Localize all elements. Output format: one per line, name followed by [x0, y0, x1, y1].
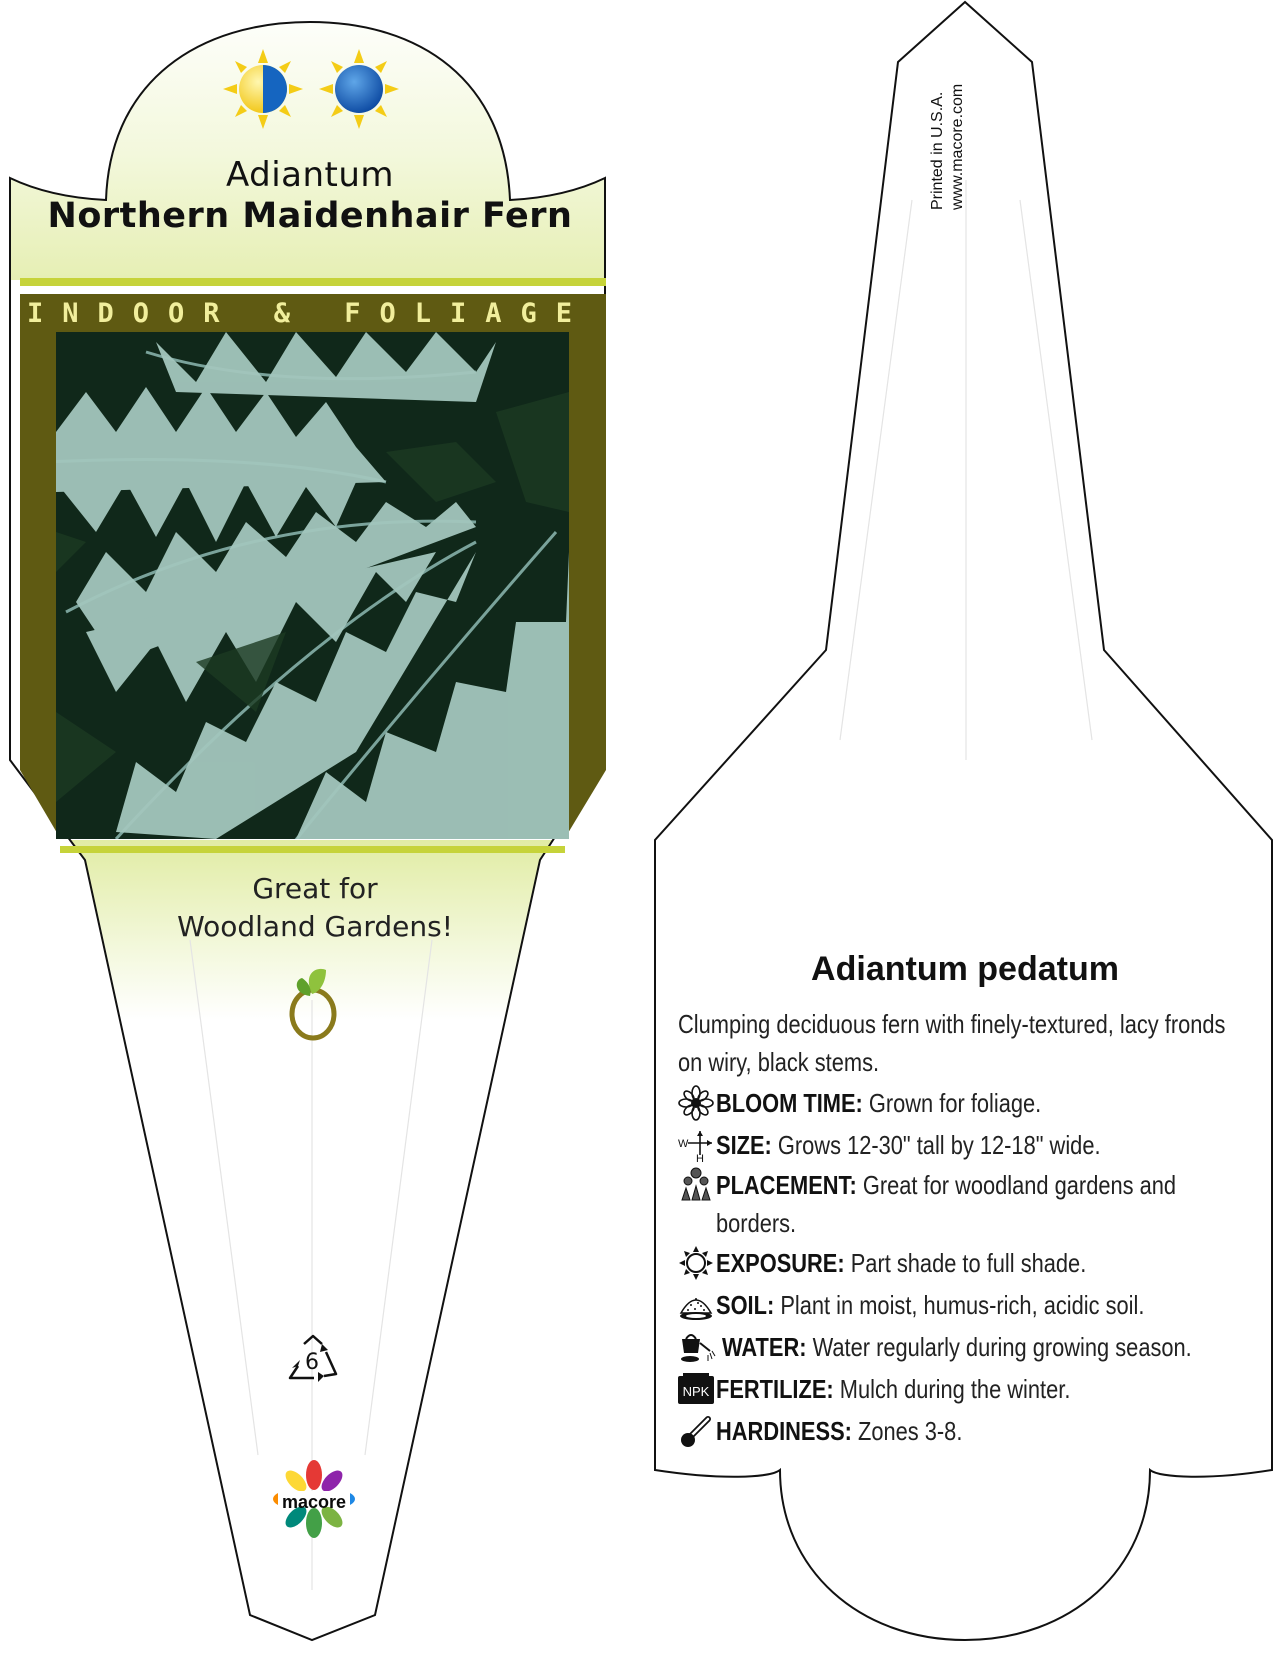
genus-name: Adiantum	[225, 155, 395, 195]
care-label: PLACEMENT:	[716, 1170, 857, 1200]
care-label: SOIL:	[716, 1289, 775, 1320]
fern-photo	[56, 332, 569, 839]
soil-icon	[676, 1287, 716, 1323]
back-fold-lines	[840, 180, 1092, 760]
care-item-placement	[642, 1166, 1276, 1242]
care-label: WATER:	[722, 1331, 807, 1362]
sun-icon	[676, 1245, 716, 1281]
care-list	[676, 1082, 1276, 1452]
npk-text: NPK	[682, 1384, 710, 1399]
watering-can-icon	[676, 1329, 716, 1365]
care-text: Part shade to full shade.	[850, 1247, 1087, 1278]
care-text: Grown for foliage.	[868, 1087, 1042, 1118]
printed-info	[928, 84, 968, 210]
care-text: Great for woodland gardens and borders.	[716, 1170, 1177, 1238]
printed-line1: Printed in U.S.A.	[929, 91, 946, 210]
lime-band-top	[20, 278, 606, 286]
category-label: INDOOR & FOLIAGE	[26, 298, 592, 329]
plant-description: Clumping deciduous fern with finely-textured, lacy fronds on wiry, black stems.	[678, 1009, 1226, 1077]
brand-name: macore	[281, 1492, 347, 1512]
tagline-line1: Great for	[252, 872, 378, 905]
care-text: Grows 12-30" tall by 12-18" wide.	[777, 1129, 1101, 1160]
flower-icon	[676, 1085, 716, 1121]
recycle-number: 6	[305, 1350, 319, 1375]
care-label: EXPOSURE:	[716, 1247, 845, 1278]
common-name: Northern Maidenhair Fern	[47, 196, 573, 236]
sprout-icon	[286, 966, 340, 1042]
size-icon-h: H	[696, 1153, 704, 1163]
size-icon-w: W	[678, 1138, 689, 1150]
care-label: FERTILIZE:	[716, 1373, 834, 1404]
tagline-line2: Woodland Gardens!	[177, 910, 453, 943]
tagline	[100, 870, 530, 946]
care-item-size	[676, 1124, 1276, 1166]
size-icon	[676, 1127, 716, 1163]
care-label: BLOOM TIME:	[716, 1087, 863, 1118]
care-item-water	[676, 1326, 1276, 1368]
care-item-exposure	[676, 1242, 1276, 1284]
printed-url: www.macore.com	[949, 83, 966, 210]
care-item-fertilize	[676, 1368, 1276, 1410]
care-text: Zones 3-8.	[857, 1415, 963, 1446]
npk-icon	[676, 1371, 716, 1407]
care-text: Mulch during the winter.	[839, 1373, 1071, 1404]
full-shade-icon	[318, 48, 400, 130]
part-sun-icon	[222, 48, 304, 130]
placement-icon	[676, 1166, 716, 1202]
care-item-bloom-time	[676, 1082, 1276, 1124]
thermometer-icon	[676, 1413, 716, 1449]
care-item-soil	[676, 1284, 1276, 1326]
lime-band-bottom	[60, 846, 565, 853]
care-label: SIZE:	[716, 1129, 772, 1160]
care-item-hardiness	[676, 1410, 1276, 1452]
scientific-name: Adiantum pedatum	[811, 950, 1119, 988]
care-text: Plant in moist, humus-rich, acidic soil.	[780, 1289, 1145, 1320]
care-label: HARDINESS:	[716, 1415, 852, 1446]
care-text: Water regularly during growing season.	[812, 1331, 1192, 1362]
